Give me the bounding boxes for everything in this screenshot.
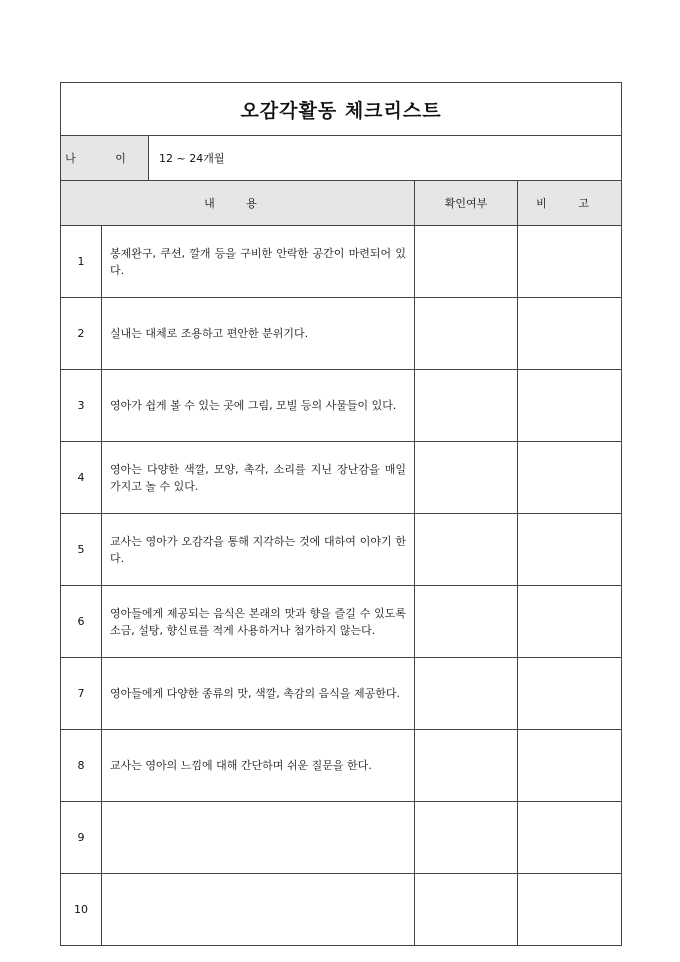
row-content: 영아들에게 다양한 종류의 맛, 색깔, 촉감의 음식을 제공한다. [102, 658, 415, 730]
row-check-cell[interactable] [415, 874, 518, 946]
row-check-cell[interactable] [415, 226, 518, 298]
table-row [61, 658, 622, 730]
age-row [61, 136, 622, 181]
table-row [61, 802, 622, 874]
row-content: 영아들에게 제공되는 음식은 본래의 맛과 향을 즐길 수 있도록 소금, 설탕, 향신료를 적게 사용하거나 첨가하지 않는다. [102, 586, 415, 658]
column-header-content [61, 181, 415, 226]
row-note-cell[interactable] [518, 514, 622, 586]
row-note-cell[interactable] [518, 730, 622, 802]
row-number: 7 [61, 658, 102, 730]
row-note-cell[interactable] [518, 298, 622, 370]
row-check-cell[interactable] [415, 658, 518, 730]
row-number: 2 [61, 298, 102, 370]
age-label: 나 이 [65, 152, 144, 165]
column-header-note-label: 비 고 [536, 197, 603, 210]
row-note-cell[interactable] [518, 586, 622, 658]
row-check-cell[interactable] [415, 730, 518, 802]
row-number: 8 [61, 730, 102, 802]
row-note-cell[interactable] [518, 802, 622, 874]
row-content: 실내는 대체로 조용하고 편안한 분위기다. [102, 298, 415, 370]
row-number: 10 [61, 874, 102, 946]
column-header-note [518, 181, 622, 226]
row-check-cell[interactable] [415, 802, 518, 874]
row-content[interactable] [102, 802, 415, 874]
age-label-cell [61, 136, 149, 181]
age-value: 12 ~ 24개월 [149, 136, 622, 181]
table-row [61, 874, 622, 946]
column-header-check: 확인여부 [415, 181, 518, 226]
column-header-content-label: 내 용 [204, 197, 271, 210]
row-content: 봉제완구, 쿠션, 깔개 등을 구비한 안락한 공간이 마련되어 있다. [102, 226, 415, 298]
checklist-table [60, 82, 622, 946]
row-content: 영아는 다양한 색깔, 모양, 촉각, 소리를 지닌 장난감을 매일 가지고 놀 수 있다. [102, 442, 415, 514]
row-check-cell[interactable] [415, 370, 518, 442]
table-row [61, 730, 622, 802]
row-number: 6 [61, 586, 102, 658]
row-note-cell[interactable] [518, 370, 622, 442]
row-number: 3 [61, 370, 102, 442]
row-note-cell[interactable] [518, 658, 622, 730]
table-row [61, 298, 622, 370]
row-check-cell[interactable] [415, 586, 518, 658]
table-row [61, 514, 622, 586]
row-note-cell[interactable] [518, 226, 622, 298]
row-content[interactable] [102, 874, 415, 946]
row-content: 교사는 영아의 느낌에 대해 간단하며 쉬운 질문을 한다. [102, 730, 415, 802]
title-row [61, 83, 622, 136]
row-check-cell[interactable] [415, 442, 518, 514]
row-note-cell[interactable] [518, 442, 622, 514]
row-number: 9 [61, 802, 102, 874]
row-content: 교사는 영아가 오감각을 통해 지각하는 것에 대하여 이야기 한다. [102, 514, 415, 586]
checklist-sheet [60, 82, 621, 916]
row-number: 1 [61, 226, 102, 298]
row-number: 4 [61, 442, 102, 514]
row-check-cell[interactable] [415, 298, 518, 370]
page-title: 오감각활동 체크리스트 [61, 83, 622, 136]
row-number: 5 [61, 514, 102, 586]
header-row [61, 181, 622, 226]
row-content: 영아가 쉽게 볼 수 있는 곳에 그림, 모빌 등의 사물들이 있다. [102, 370, 415, 442]
table-row [61, 370, 622, 442]
row-check-cell[interactable] [415, 514, 518, 586]
table-row [61, 442, 622, 514]
table-row [61, 226, 622, 298]
table-row [61, 586, 622, 658]
row-note-cell[interactable] [518, 874, 622, 946]
